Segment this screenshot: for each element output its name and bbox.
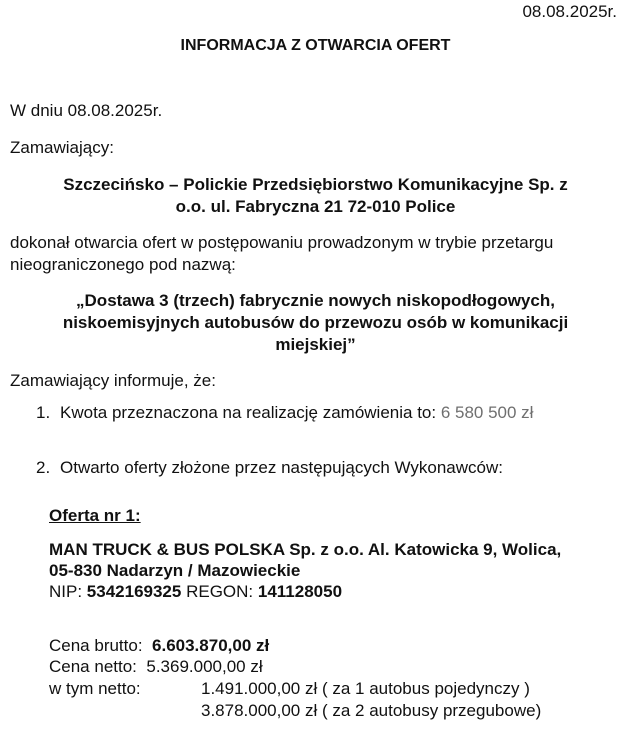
date-line: W dniu 08.08.2025r. (10, 101, 163, 120)
company-line2: 05-830 Nadarzyn / Mazowieckie (49, 561, 301, 580)
tender-name-line2: niskoemisyjnych autobusów do przewozu osób w komunikacji (62, 313, 569, 332)
action-line1: dokonał otwarcia ofert w postępowaniu prowadzonym w trybie przetargu (10, 233, 554, 252)
budget-label: Kwota przeznaczona na realizację zamówienia to: (60, 403, 437, 422)
nip-label: NIP: (49, 582, 83, 601)
company-line1: MAN TRUCK & BUS POLSKA Sp. z o.o. Al. Katowicka 9, Wolica, (49, 540, 562, 559)
list-item-1 (60, 403, 533, 423)
gross-price-label: Cena brutto: (49, 636, 143, 655)
regon-label: REGON: (186, 582, 254, 601)
net-price-label: Cena netto: (49, 657, 137, 676)
regon-value: 141128050 (257, 582, 343, 601)
document-date: 08.08.2025r. (522, 2, 617, 21)
orderer-name-line2: o.o. ul. Fabryczna 21 72-010 Police (175, 197, 456, 216)
action-line2: nieograniczonego pod nazwą: (10, 255, 236, 274)
list-item-2: Otwarto oferty złożone przez następujących Wykonawców: (60, 458, 503, 477)
net-price-value: 5.369.000,00 zł (146, 657, 263, 676)
net-price-row (49, 657, 263, 677)
list-item-number-1: 1. (36, 403, 51, 422)
net-breakdown-label: w tym netto: (49, 679, 141, 698)
list-item-number-2: 2. (36, 458, 51, 477)
gross-price-row (49, 636, 269, 656)
budget-amount: 6 580 500 zł (440, 403, 534, 422)
info-lead: Zamawiający informuje, że: (10, 371, 216, 390)
company-ids (49, 582, 342, 602)
tender-name-line3: miejskiej” (275, 335, 356, 354)
net-breakdown-line1: 1.491.000,00 zł ( za 1 autobus pojedynczy ) (201, 679, 530, 698)
offer-heading: Oferta nr 1: (49, 506, 141, 525)
orderer-label: Zamawiający: (10, 138, 114, 157)
nip-value: 5342169325 (86, 582, 182, 601)
net-breakdown-line2: 3.878.000,00 zł ( za 2 autobusy przegubowe) (201, 701, 542, 720)
orderer-name-line1: Szczecińsko – Polickie Przedsiębiorstwo Komunikacyjne Sp. z (63, 175, 568, 194)
document-title: INFORMACJA Z OTWARCIA OFERT (180, 37, 451, 54)
gross-price-value: 6.603.870,00 zł (152, 636, 270, 655)
tender-name-line1: „Dostawa 3 (trzech) fabrycznie nowych niskopodłogowych, (76, 291, 555, 310)
